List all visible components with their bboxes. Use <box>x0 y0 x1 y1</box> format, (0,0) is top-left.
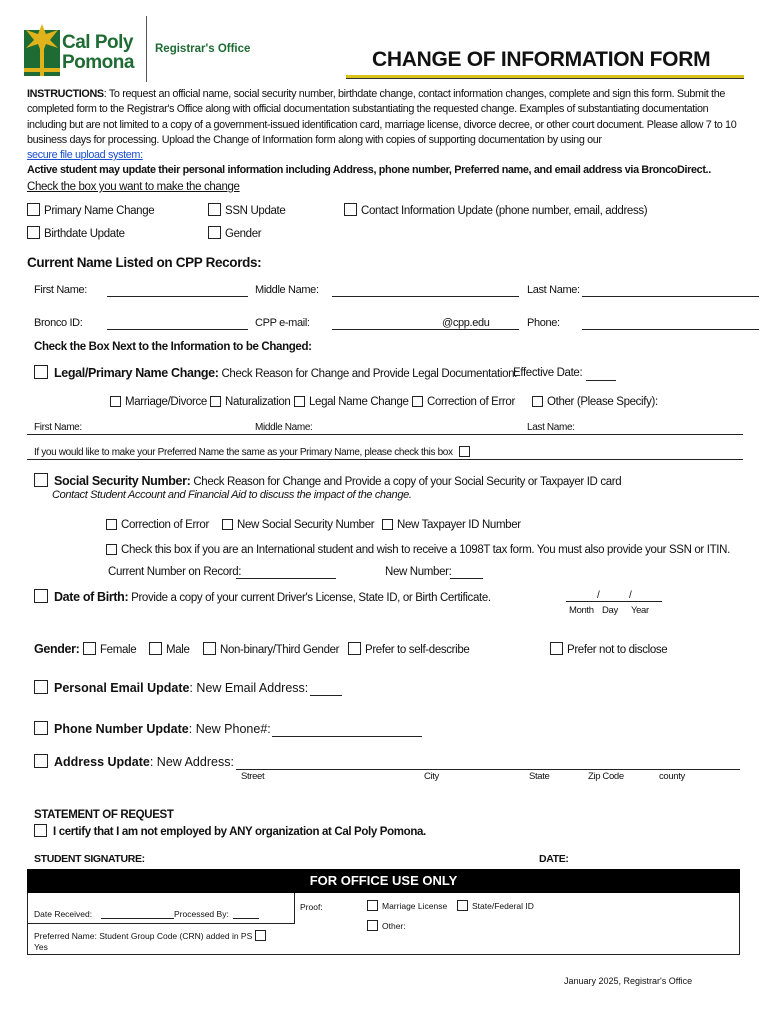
ssn-desc: Check Reason for Change and Provide a copy of your Social Security or Taxpayer ID card <box>193 476 622 488</box>
checkbox[interactable] <box>106 544 117 555</box>
option-label: Check this box if you are an International student and wish to receive a 1098T tax form. You must also provide your SSN or ITIN. <box>121 544 730 556</box>
new-number-field[interactable] <box>450 578 483 579</box>
legal-name-title: Legal/Primary Name Change: <box>54 366 219 380</box>
processed-by-field[interactable] <box>233 918 259 919</box>
gender-title-text: Gender <box>34 642 76 656</box>
city-label: City <box>424 771 439 782</box>
address-update-title: Address Update <box>54 755 150 769</box>
phone-update-label: : New Phone#: <box>188 722 271 736</box>
option-label: Non-binary/Third Gender <box>220 644 340 656</box>
checkbox[interactable] <box>294 396 305 407</box>
legal-name-field[interactable] <box>27 434 743 435</box>
logo-line1: Cal Poly <box>62 32 133 53</box>
new-email-field[interactable] <box>310 695 342 696</box>
office-hline <box>27 923 295 924</box>
ssn-new-taxpayer-option[interactable] <box>382 519 521 531</box>
gender-not-disclose[interactable] <box>550 642 667 656</box>
certify-text: I certify that I am not employed by ANY organization at Cal Poly Pomona. <box>53 826 426 838</box>
yes-label: Yes <box>34 942 48 952</box>
reason-other[interactable] <box>532 396 658 408</box>
cpp-email-field[interactable] <box>332 329 519 330</box>
checkbox[interactable] <box>550 642 563 655</box>
instructions-text: : To request an official name, social security number, birthdate change, contact information changes, complete and sign this form. Submit the completed form to the Registrar's Office along with official documentation substantiating the requested change. Examples of substantiating documentation including but are not limited to a copy of a government-issued identification card, marriage license, divorce decree, or other court document. Please allow 7 to 10 business days for processing. Upload the Change of Information form along with copies of supporting documentation by using our <box>27 88 737 146</box>
cpp-email-label: CPP e-mail: <box>255 317 310 329</box>
checkbox[interactable] <box>83 642 96 655</box>
checkbox[interactable] <box>149 642 162 655</box>
checkbox[interactable] <box>367 900 378 911</box>
current-number-field[interactable] <box>236 578 336 579</box>
ssn-checkbox[interactable] <box>34 473 48 487</box>
reason-marriage[interactable] <box>110 396 207 408</box>
legal-first-name-label: First Name: <box>34 422 82 433</box>
ssn-note: Contact Student Account and Financial Aid to discuss the impact of the change. <box>52 489 412 501</box>
email-update-checkbox[interactable] <box>34 680 48 694</box>
legal-last-name-label: Last Name: <box>527 422 575 433</box>
bronco-id-label: Bronco ID: <box>34 317 83 329</box>
option-label: SSN Update <box>225 205 286 217</box>
dob-desc: Provide a copy of your current Driver's License, State ID, or Birth Certificate. <box>131 592 491 604</box>
legal-name-checkbox[interactable] <box>34 365 48 379</box>
instructions-label: INSTRUCTIONS <box>27 88 104 100</box>
effective-date-label: Effective Date: <box>513 367 583 379</box>
checkbox[interactable] <box>208 226 221 239</box>
dob-checkbox[interactable] <box>34 589 48 603</box>
option-label: Primary Name Change <box>44 205 155 217</box>
change-type-prompt: Check the box you want to make the change <box>27 181 240 193</box>
date-received-label: Date Received: <box>34 909 93 919</box>
option-label: Prefer to self-describe <box>365 644 470 656</box>
checkbox[interactable] <box>457 900 468 911</box>
last-name-label: Last Name: <box>527 284 580 296</box>
option-label: Male <box>166 644 190 656</box>
option-label: Legal Name Change <box>309 396 409 408</box>
proof-other[interactable] <box>367 920 406 931</box>
last-name-field[interactable] <box>582 296 759 297</box>
first-name-label: First Name: <box>34 284 87 296</box>
proof-state-id[interactable] <box>457 900 534 911</box>
check-info-heading: Check the Box Next to the Information to be Changed: <box>34 341 312 353</box>
dob-section <box>34 589 491 604</box>
option-label: Gender <box>225 228 262 240</box>
phone-update-title: Phone Number Update <box>54 722 189 736</box>
reason-naturalization[interactable] <box>210 396 290 408</box>
processed-by-label: Processed By: <box>174 909 229 919</box>
instructions <box>27 87 743 179</box>
checkbox[interactable] <box>367 920 378 931</box>
option-label: State/Federal ID <box>472 901 534 911</box>
checkbox[interactable] <box>222 519 233 530</box>
checkbox[interactable] <box>27 226 40 239</box>
current-name-heading: Current Name Listed on CPP Records: <box>27 255 262 270</box>
option-label: Prefer not to disclose <box>567 644 668 656</box>
logo-line2: Pomona <box>62 52 134 73</box>
dob-title: Date of Birth: <box>54 590 129 604</box>
phone-update-checkbox[interactable] <box>34 721 48 735</box>
dob-month-label: Month <box>569 605 594 616</box>
dob-year-label: Year <box>631 605 649 616</box>
logo <box>24 20 154 78</box>
dob-slash-1: / <box>597 590 600 601</box>
legal-middle-name-label: Middle Name: <box>255 422 313 433</box>
county-label: county <box>659 771 685 782</box>
gender-female[interactable] <box>83 642 136 656</box>
gender-update-option[interactable] <box>208 226 261 240</box>
page-title: CHANGE OF INFORMATION FORM <box>372 48 711 71</box>
address-update-checkbox[interactable] <box>34 754 48 768</box>
option-label: Other (Please Specify): <box>547 396 658 408</box>
legal-name-section <box>34 365 517 380</box>
effective-date-field[interactable] <box>586 380 616 381</box>
signature-label: STUDENT SIGNATURE: <box>34 853 145 865</box>
middle-name-field[interactable] <box>332 296 519 297</box>
option-label: Marriage License <box>382 901 448 911</box>
proof-label: Proof: <box>300 902 323 912</box>
new-address-field[interactable] <box>236 769 740 770</box>
reason-correction[interactable] <box>412 396 515 408</box>
option-label: New Taxpayer ID Number <box>397 519 521 531</box>
ssn-new-ssn-option[interactable] <box>222 519 374 531</box>
palm-tree-icon <box>24 20 60 78</box>
first-name-field[interactable] <box>107 296 248 297</box>
email-domain: @cpp.edu <box>442 317 490 329</box>
checkbox[interactable] <box>382 519 393 530</box>
checkbox[interactable] <box>532 396 543 407</box>
birthdate-update-option[interactable] <box>27 226 125 240</box>
ssn-title: Social Security Number: <box>54 474 191 488</box>
zip-label: Zip Code <box>588 771 624 782</box>
new-number-label: New Number: <box>385 566 452 578</box>
email-update-title: Personal Email Update <box>54 681 190 695</box>
contact-update-option[interactable] <box>344 203 647 217</box>
checkbox[interactable] <box>110 396 121 407</box>
preferred-note-text: If you would like to make your Preferred Name the same as your Primary Name, please check this box <box>34 447 453 458</box>
option-label: Correction of Error <box>427 396 515 408</box>
office-use-banner: FOR OFFICE USE ONLY <box>27 869 740 893</box>
bronco-id-field[interactable] <box>107 329 248 330</box>
ssn-correction-option[interactable] <box>106 519 209 531</box>
header-divider <box>146 16 147 82</box>
dob-day-label: Day <box>602 605 618 616</box>
certify-checkbox[interactable] <box>34 824 47 837</box>
gender-male[interactable] <box>149 642 190 656</box>
option-label: Birthdate Update <box>44 228 125 240</box>
new-phone-field[interactable] <box>272 736 422 737</box>
state-label: State <box>529 771 550 782</box>
proof-marriage-license[interactable] <box>367 900 447 911</box>
option-label: Naturalization <box>225 396 291 408</box>
option-label: Marriage/Divorce <box>125 396 207 408</box>
date-received-field[interactable] <box>101 918 174 919</box>
address-update-section <box>34 754 234 769</box>
preferred-crn-text: Preferred Name: Student Group Code (CRN) added in PS <box>34 931 253 941</box>
crn-checkbox[interactable] <box>255 930 266 941</box>
dob-field[interactable] <box>566 601 662 602</box>
checkbox[interactable] <box>203 642 216 655</box>
title-underline-dark <box>346 78 744 79</box>
option-label: Correction of Error <box>121 519 209 531</box>
checkbox[interactable] <box>27 203 40 216</box>
preferred-name-crn <box>34 930 266 941</box>
reason-legal-name-change[interactable] <box>294 396 409 408</box>
preferred-name-checkbox[interactable] <box>459 446 470 457</box>
checkbox[interactable] <box>412 396 423 407</box>
footer: January 2025, Registrar's Office <box>564 976 693 986</box>
phone-label: Phone: <box>527 317 560 329</box>
phone-field[interactable] <box>582 329 759 330</box>
checkbox[interactable] <box>348 642 361 655</box>
registrar-office-label: Registrar's Office <box>155 43 251 55</box>
statement-title: STATEMENT OF REQUEST <box>34 809 174 821</box>
ssn-update-option[interactable] <box>208 203 285 217</box>
preferred-name-note <box>34 446 470 458</box>
street-label: Street <box>241 771 265 782</box>
checkbox[interactable] <box>208 203 221 216</box>
checkbox[interactable] <box>210 396 221 407</box>
certify-row <box>34 824 426 838</box>
dob-slash-2: / <box>629 590 632 601</box>
option-label: Contact Information Update (phone number, email, address) <box>361 205 648 217</box>
address-update-label: : New Address: <box>149 755 234 769</box>
primary-name-change-option[interactable] <box>27 203 154 217</box>
email-update-label: : New Email Address: <box>189 681 309 695</box>
gender-self-describe[interactable] <box>348 642 469 656</box>
preferred-divider <box>27 459 743 460</box>
email-update-section <box>34 680 308 695</box>
option-label: New Social Security Number <box>237 519 375 531</box>
secure-upload-link[interactable]: secure file upload system: <box>27 149 143 162</box>
gender-nonbinary[interactable] <box>203 642 339 656</box>
ssn-international-option[interactable] <box>106 544 730 556</box>
checkbox[interactable] <box>344 203 357 216</box>
gender-title: Gender: <box>34 642 80 656</box>
checkbox[interactable] <box>106 519 117 530</box>
middle-name-label: Middle Name: <box>255 284 319 296</box>
ssn-section <box>34 473 621 488</box>
option-label: Female <box>100 644 137 656</box>
phone-update-section <box>34 721 271 736</box>
active-student-note: Active student may update their personal information including Address, phone number, Preferred name, and email address via BroncoDirect.. <box>27 164 711 177</box>
office-divider <box>294 893 295 923</box>
legal-name-desc: Check Reason for Change and Provide Legal Documentation: <box>221 368 518 380</box>
date-label: DATE: <box>539 853 569 865</box>
current-number-label: Current Number on Record: <box>108 566 242 578</box>
option-label: Other: <box>382 921 406 931</box>
